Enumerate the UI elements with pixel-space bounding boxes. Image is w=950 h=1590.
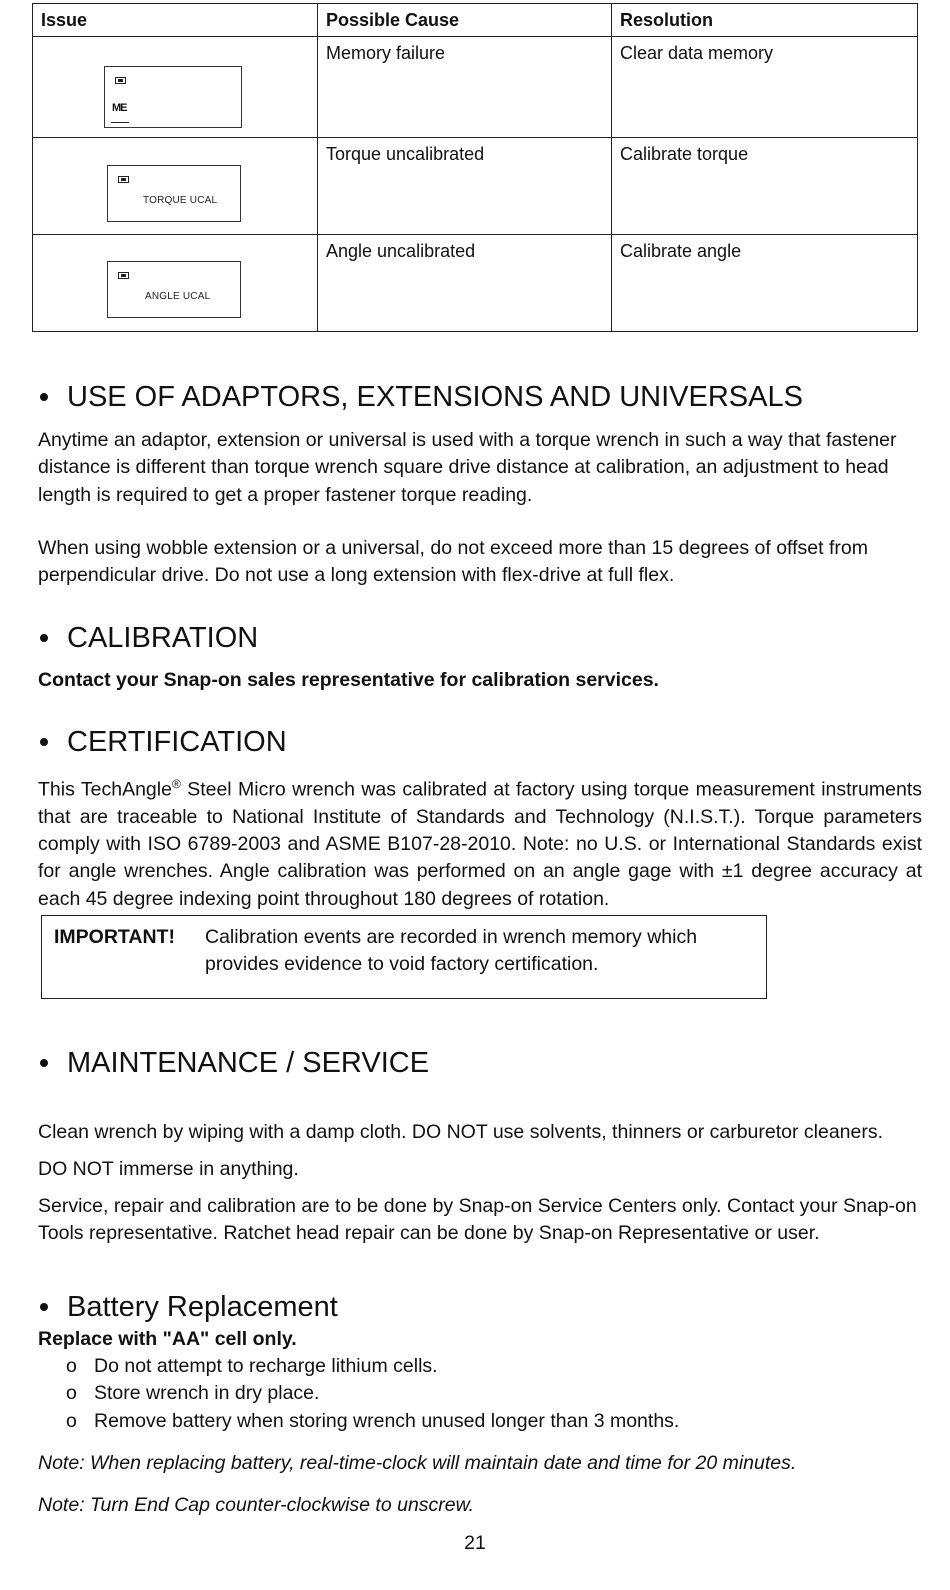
lcd-angle-ucal-text: ANGLE UCAL [145, 291, 211, 302]
issue-cell [33, 235, 318, 332]
important-notice-box [41, 915, 767, 999]
section-heading-certification-text: CERTIFICATION [67, 726, 287, 758]
list-bullet-icon: o [66, 1355, 77, 1377]
list-item-text: Store wrench in dry place. [94, 1382, 320, 1405]
list-item [66, 1353, 926, 1380]
important-label: IMPORTANT! [54, 926, 175, 948]
certification-paragraph [38, 771, 922, 913]
battery-segment-icon [118, 176, 129, 183]
section-heading-adaptors [38, 380, 803, 414]
list-bullet-icon: o [66, 1409, 77, 1432]
table-row [33, 138, 918, 235]
section-heading-certification [38, 725, 287, 759]
certification-text-b: Steel Micro wrench was calibrated at factory using torque measurement instruments that are traceable to National Institute of Standards and Technology (N.I.S.T.). Torque parameters comply with ISO 6789-2003 and ASME B107-28-2010. Note: no U.S. or International Standards exist for angle wrenches. Angle calibration was performed on an angle gage with ±1 degree accuracy at each 45 degree indexing point throughout 180 degrees of rotation. [38, 778, 922, 910]
important-text: Calibration events are recorded in wrench memory which provides evidence to void factory certification. [205, 926, 698, 975]
calibration-contact-text: Contact your Snap-on sales representative for calibration services. [38, 669, 659, 691]
maintenance-paragraph-1: Clean wrench by wiping with a damp cloth. DO NOT use solvents, thinners or carburetor cleaners. [38, 1121, 884, 1143]
troubleshooting-table [32, 3, 918, 332]
list-item [66, 1380, 926, 1407]
list-item-text: Do not attempt to recharge lithium cells. [94, 1355, 438, 1377]
memory-error-underline [111, 122, 129, 123]
resolution-cell: Calibrate torque [612, 138, 918, 235]
battery-note-2: Note: Turn End Cap counter-clockwise to unscrew. [38, 1494, 475, 1516]
section-heading-calibration [38, 621, 258, 655]
battery-segment-icon [115, 77, 126, 84]
memory-error-symbol [112, 103, 127, 113]
bullet-icon [40, 1059, 48, 1067]
section-heading-adaptors-text: USE OF ADAPTORS, EXTENSIONS AND UNIVERSALS [67, 381, 803, 413]
list-item [66, 1408, 926, 1435]
list-item-text: Remove battery when storing wrench unused longer than 3 months. [94, 1409, 680, 1432]
list-bullet-icon: o [66, 1382, 77, 1405]
registered-mark: ® [171, 777, 181, 791]
battery-note-1: Note: When replacing battery, real-time-clock will maintain date and time for 20 minutes. [38, 1452, 797, 1474]
table-header-row [33, 4, 918, 37]
battery-subheading: Replace with "AA" cell only. [38, 1328, 297, 1350]
resolution-cell: Calibrate angle [612, 235, 918, 332]
section-heading-battery-text: Battery Replacement [67, 1291, 338, 1323]
lcd-torque-ucal-text: TORQUE UCAL [143, 195, 218, 206]
adaptors-paragraph-1: Anytime an adaptor, extension or universal is used with a torque wrench in such a way that fastener distance is different than torque wrench square drive distance at calibration, an adjustment to head length is required to get a proper fastener torque reading. [38, 429, 897, 506]
section-heading-maintenance [38, 1046, 429, 1080]
table-row [33, 37, 918, 138]
table-header-issue: Issue [33, 4, 318, 37]
issue-cell [33, 37, 318, 138]
section-heading-maintenance-text: MAINTENANCE / SERVICE [67, 1047, 430, 1079]
page-number: 21 [464, 1532, 486, 1554]
battery-list [66, 1353, 926, 1435]
bullet-icon [40, 1303, 48, 1311]
bullet-icon [40, 393, 48, 401]
table-header-resolution: Resolution [612, 4, 918, 37]
maintenance-paragraph-2: DO NOT immerse in anything. [38, 1158, 299, 1180]
lcd-display-angle-ucal [107, 261, 241, 318]
cause-cell: Memory failure [318, 37, 612, 138]
table-row [33, 235, 918, 332]
bullet-icon [40, 634, 48, 642]
cause-cell: Angle uncalibrated [318, 235, 612, 332]
maintenance-paragraph-3: Service, repair and calibration are to be done by Snap-on Service Centers only. Contact your Snap-on Tools representative. Ratchet head repair can be done by Snap-on Representative or user. [38, 1195, 917, 1245]
adaptors-paragraph-2: When using wobble extension or a universal, do not exceed more than 15 degrees of offset from perpendicular drive. Do not use a long extension with flex-drive at full flex. [38, 537, 868, 587]
section-heading-calibration-text: CALIBRATION [67, 622, 259, 654]
cause-cell: Torque uncalibrated [318, 138, 612, 235]
issue-cell [33, 138, 318, 235]
memory-error-symbol-text: ME [112, 102, 127, 114]
section-heading-battery [38, 1290, 338, 1324]
bullet-icon [40, 738, 48, 746]
lcd-display-memory-error [104, 66, 242, 128]
certification-text-a: This TechAngle [38, 778, 172, 801]
battery-segment-icon [118, 272, 129, 279]
table-header-cause: Possible Cause [318, 4, 612, 37]
lcd-display-torque-ucal [107, 165, 241, 222]
resolution-cell: Clear data memory [612, 37, 918, 138]
